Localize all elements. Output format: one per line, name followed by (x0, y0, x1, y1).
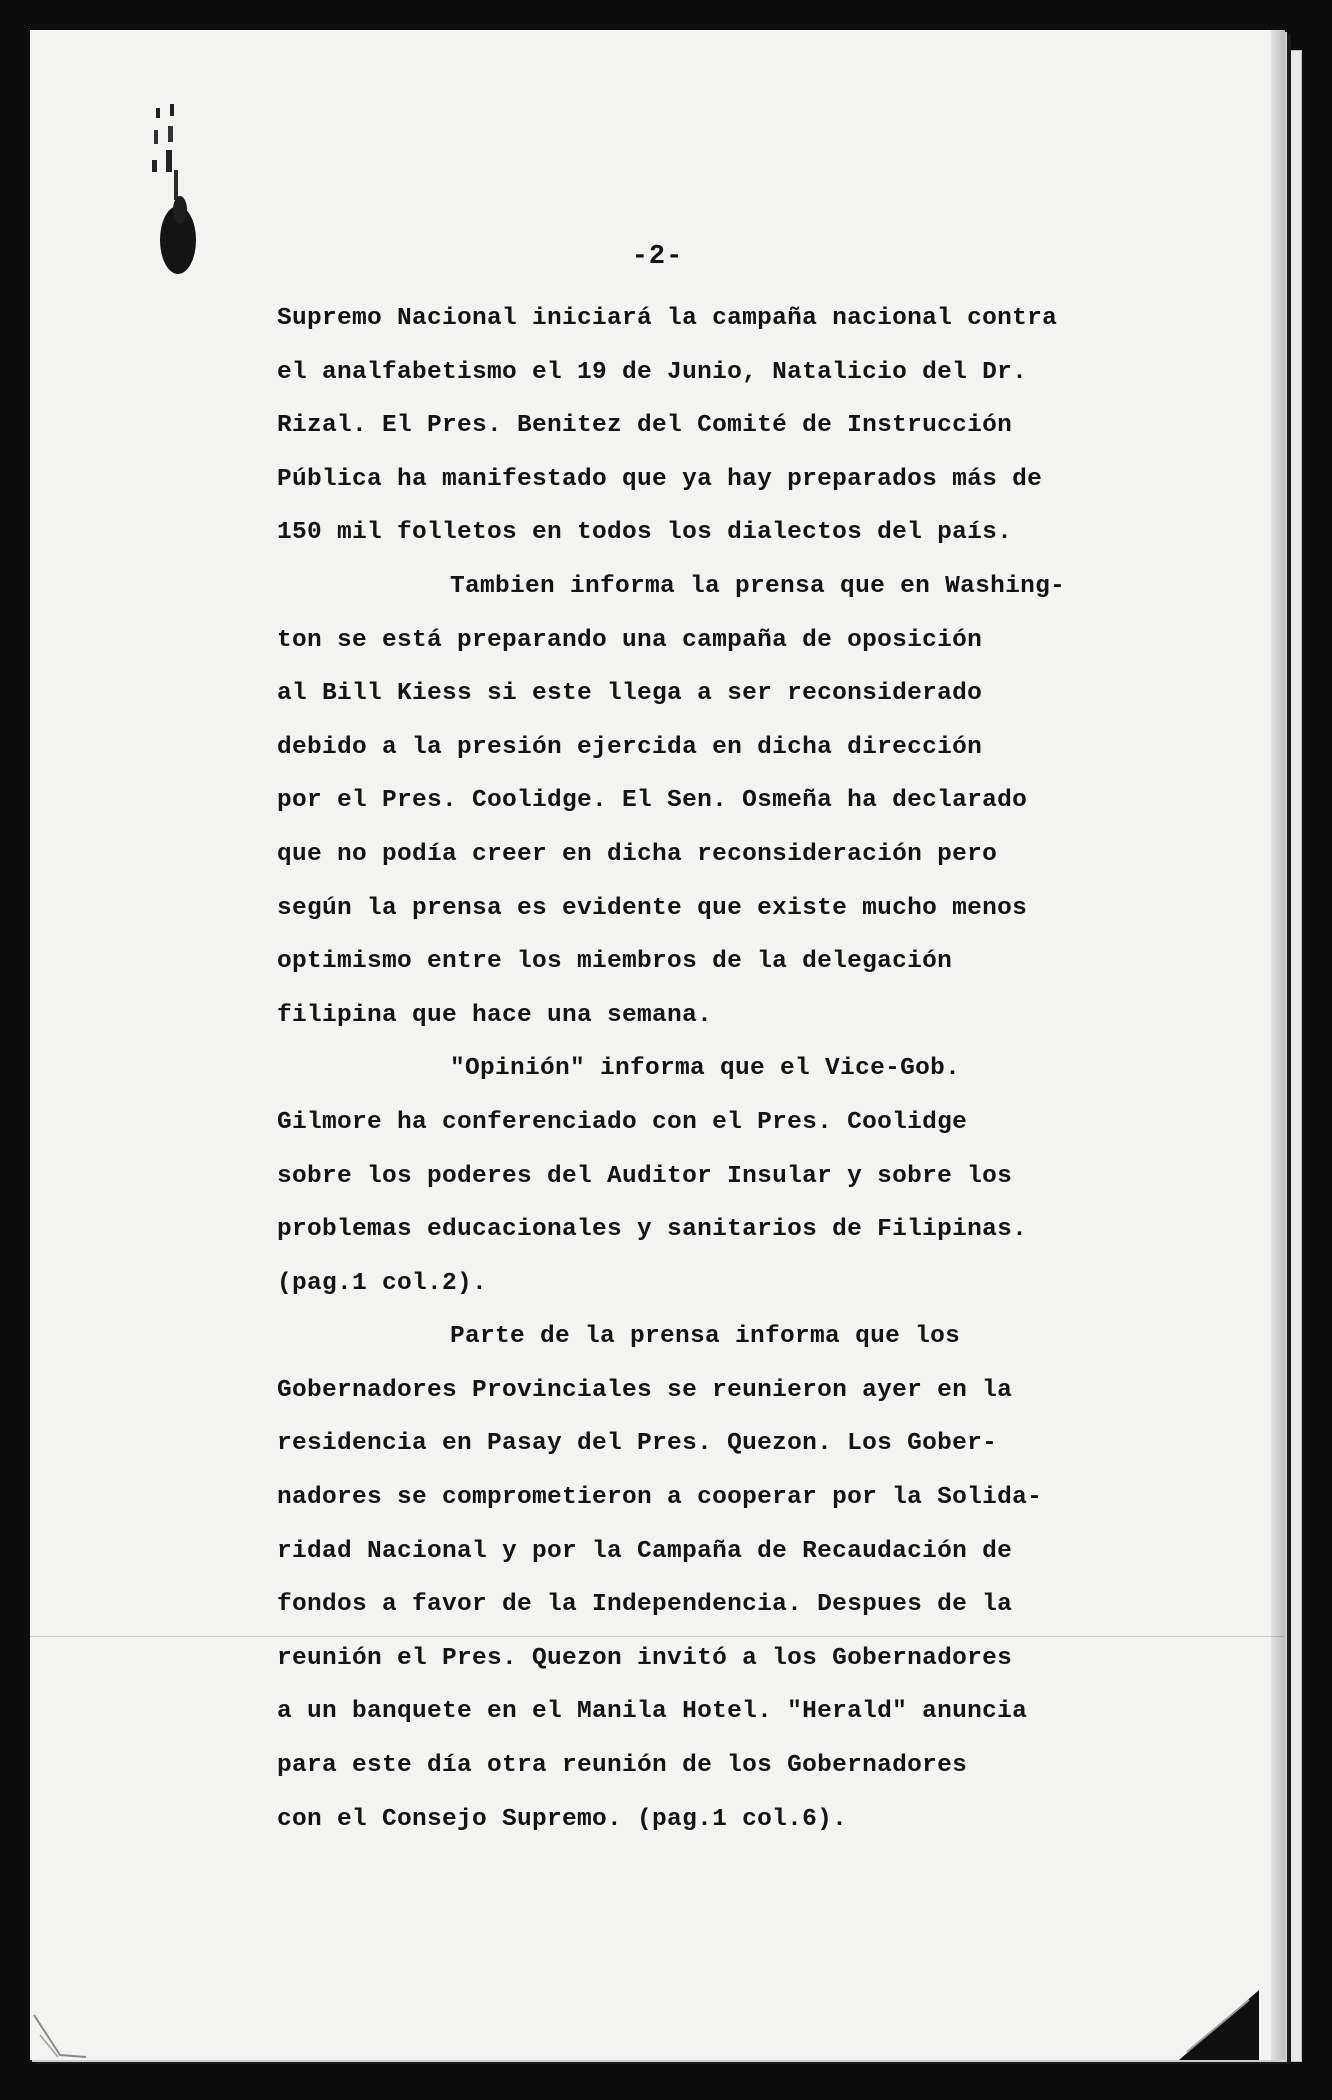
text-line: por el Pres. Coolidge. El Sen. Osmeña ha declarado (277, 787, 1028, 815)
page-corner-mark (30, 2005, 90, 2060)
text-line: (pag.1 col.2). (277, 1269, 488, 1297)
text-line: 150 mil folletos en todos los dialectos del país. (277, 519, 1013, 547)
text-line: Gobernadores Provinciales se reunieron ayer en la (277, 1376, 1013, 1404)
text-line: problemas educacionales y sanitarios de Filipinas. (277, 1216, 1028, 1244)
text-line: Supremo Nacional iniciará la campaña nacional contra (277, 305, 1058, 332)
text-line: debido a la presión ejercida en dicha dirección (277, 733, 983, 761)
text-line: Gilmore ha conferenciado con el Pres. Coolidge (277, 1108, 968, 1136)
text-line: con el Consejo Supremo. (pag.1 col.6). (277, 1805, 848, 1833)
text-line: optimismo entre los miembros de la delegación (277, 948, 953, 976)
page-edge-shadow (1271, 30, 1285, 2060)
paragraph-first-line: "Opinión" informa que el Vice-Gob. (450, 1055, 961, 1083)
paragraph-first-line: Tambien informa la prensa que en Washing- (450, 572, 1066, 600)
text-line: ton se está preparando una campaña de oposición (277, 626, 983, 654)
document-body (277, 292, 1167, 1846)
text-line: según la prensa es evidente que existe mucho menos (277, 894, 1028, 922)
text-line: Pública ha manifestado que ya hay preparados más de (277, 465, 1043, 493)
text-line: Rizal. El Pres. Benitez del Comité de Instrucción (277, 412, 1013, 440)
typewritten-page (30, 30, 1285, 2060)
text-line: ridad Nacional y por la Campaña de Recaudación de (277, 1537, 1013, 1565)
text-line: para este día otra reunión de los Gobernadores (277, 1752, 968, 1780)
text-line: residencia en Pasay del Pres. Quezon. Los Gober- (277, 1430, 998, 1458)
text-line: al Bill Kiess si este llega a ser reconsiderado (277, 680, 983, 708)
text-line: nadores se comprometieron a cooperar por la Solida- (277, 1484, 1043, 1512)
text-line: a un banquete en el Manila Hotel. "Herald" anuncia (277, 1698, 1028, 1726)
page-corner-curl (1179, 1990, 1259, 2060)
text-line: filipina que hace una semana. (277, 1001, 713, 1029)
text-line: el analfabetismo el 19 de Junio, Natalicio del Dr. (277, 358, 1028, 386)
text-line: sobre los poderes del Auditor Insular y sobre los (277, 1162, 1013, 1190)
paragraph-first-line: Parte de la prensa informa que los (450, 1323, 961, 1351)
page-number: -2- (631, 242, 684, 272)
text-line: reunión el Pres. Quezon invitó a los Gobernadores (277, 1644, 1013, 1672)
text-line: que no podía creer en dicha reconsideración pero (277, 840, 998, 868)
text-line: fondos a favor de la Independencia. Despues de la (277, 1591, 1013, 1619)
